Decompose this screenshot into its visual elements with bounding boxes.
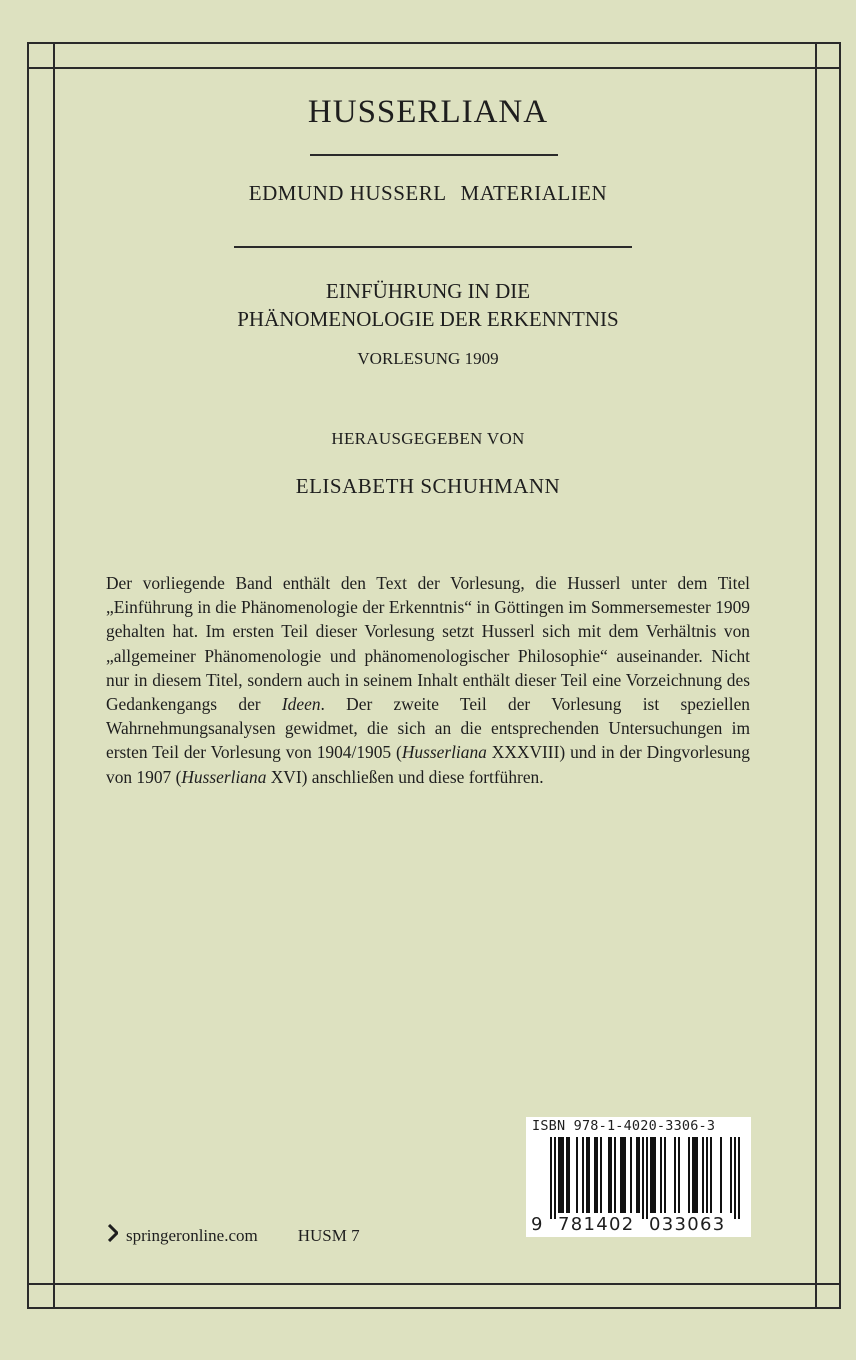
barcode-bar: [674, 1137, 676, 1213]
barcode-bar: [622, 1137, 624, 1213]
frame-outer-right: [839, 42, 841, 1309]
blurb-paragraph: [106, 571, 750, 789]
website-link[interactable]: springeronline.com: [126, 1225, 258, 1245]
series-code: HUSM 7: [297, 1225, 360, 1245]
ean-first-digit: 9: [531, 1214, 543, 1235]
frame-inner-bottom: [27, 1283, 841, 1285]
series-subtitle-materials: MATERIALIEN: [460, 181, 608, 205]
footer: [108, 1224, 360, 1247]
barcode-bar: [576, 1137, 578, 1213]
ean-left-group: 781402: [558, 1214, 635, 1235]
barcode-bar: [558, 1137, 560, 1213]
chevron-right-icon: [108, 1224, 118, 1247]
blurb-part-3: XXXVIII) und in der Dingvorlesung von 1907 (: [106, 742, 750, 787]
barcode-bar: [568, 1137, 570, 1213]
barcode-bar: [702, 1137, 704, 1213]
barcode-bar: [614, 1137, 616, 1213]
barcode-bar: [660, 1137, 662, 1213]
barcode-bar: [654, 1137, 656, 1213]
barcode-bar: [738, 1137, 740, 1219]
barcode-bar: [692, 1137, 694, 1213]
barcode-bar: [636, 1137, 638, 1213]
frame-outer-bottom: [27, 1307, 841, 1309]
barcode-bar: [646, 1137, 648, 1219]
frame-inner-top: [27, 67, 841, 69]
ean-right-group: 033063: [649, 1214, 726, 1235]
barcode-bar: [610, 1137, 612, 1213]
barcode-bar: [642, 1137, 644, 1219]
barcode-bar: [560, 1137, 562, 1213]
barcode-bar: [620, 1137, 622, 1213]
barcode-bar: [600, 1137, 602, 1213]
frame-inner-right: [815, 42, 817, 1309]
barcode-bar: [688, 1137, 690, 1213]
book-title-line1: EINFÜHRUNG IN DIE: [325, 279, 531, 303]
series-title: HUSSERLIANA: [307, 94, 549, 130]
frame-inner-left: [53, 42, 55, 1309]
barcode-bar: [608, 1137, 610, 1213]
barcode-bar: [706, 1137, 708, 1213]
barcode-bar: [638, 1137, 640, 1213]
frame-outer-top: [27, 42, 841, 44]
frame-outer-left: [27, 42, 29, 1309]
barcode-bar: [624, 1137, 626, 1213]
subtitle-divider: [234, 246, 632, 248]
barcode-bar: [652, 1137, 654, 1213]
isbn-label: ISBN 978-1-4020-3306-3: [532, 1118, 716, 1134]
barcode-bar: [562, 1137, 564, 1213]
series-subtitle-author: EDMUND HUSSERL: [248, 181, 447, 205]
barcode-bar: [678, 1137, 680, 1213]
barcode-bar: [550, 1137, 552, 1219]
series-divider: [310, 154, 558, 156]
barcode-bar: [582, 1137, 584, 1213]
blurb-part-1: Der vorliegende Band enthält den Text der Vorlesung, die Husserl unter dem Titel „Einführung in die Phänomenologie der Erkenntnis“ in Göttingen im Sommersemester 1909 gehalten hat. Im ersten Teil dieser Vorlesung setzt Husserl sich mit dem Verhältnis von „allgemeiner Phänomenologie und phänomenologischer Philosophie“ auseinander. Nicht nur in diesem Titel, sondern auch in seinem Inhalt enthält dieser Teil eine Vorzeichnung des Gedankengangs der: [106, 573, 750, 715]
blurb-part-4: XVI) anschließen und diese fortführen.: [266, 766, 544, 787]
barcode-bar: [588, 1137, 590, 1213]
editor-label: HERAUSGEGEBEN VON: [331, 429, 525, 448]
blurb-text: [106, 571, 750, 789]
barcode-bar: [696, 1137, 698, 1213]
blurb-husserliana-2: Husserliana: [181, 766, 267, 787]
barcode-bar: [730, 1137, 732, 1213]
barcode-bar: [554, 1137, 556, 1219]
blurb-husserliana-1: Husserliana: [401, 742, 487, 763]
barcode-bar: [630, 1137, 632, 1213]
lecture-year: VORLESUNG 1909: [357, 349, 499, 368]
barcode-bar: [720, 1137, 722, 1213]
barcode-bar: [586, 1137, 588, 1213]
book-title-line2: PHÄNOMENOLOGIE DER ERKENNTNIS: [237, 307, 619, 331]
barcode-bar: [594, 1137, 596, 1213]
barcode-bar: [566, 1137, 568, 1213]
blurb-ideen: Ideen: [281, 694, 321, 715]
barcode: [526, 1117, 751, 1237]
barcode-bar: [650, 1137, 652, 1213]
barcode-bar: [664, 1137, 666, 1213]
editor-name: ELISABETH SCHUHMANN: [295, 474, 561, 498]
series-subtitle: [0, 181, 856, 206]
blurb-part-2: . Der zweite Teil der Vorlesung ist speziellen Wahrnehmungsanalysen gewidmet, die sich an die entsprechenden Untersuchungen im ersten Teil der Vorlesung von 1904/1905 (: [106, 694, 750, 763]
barcode-bar: [710, 1137, 712, 1213]
barcode-bar: [694, 1137, 696, 1213]
barcode-bar: [596, 1137, 598, 1213]
barcode-bar: [734, 1137, 736, 1219]
